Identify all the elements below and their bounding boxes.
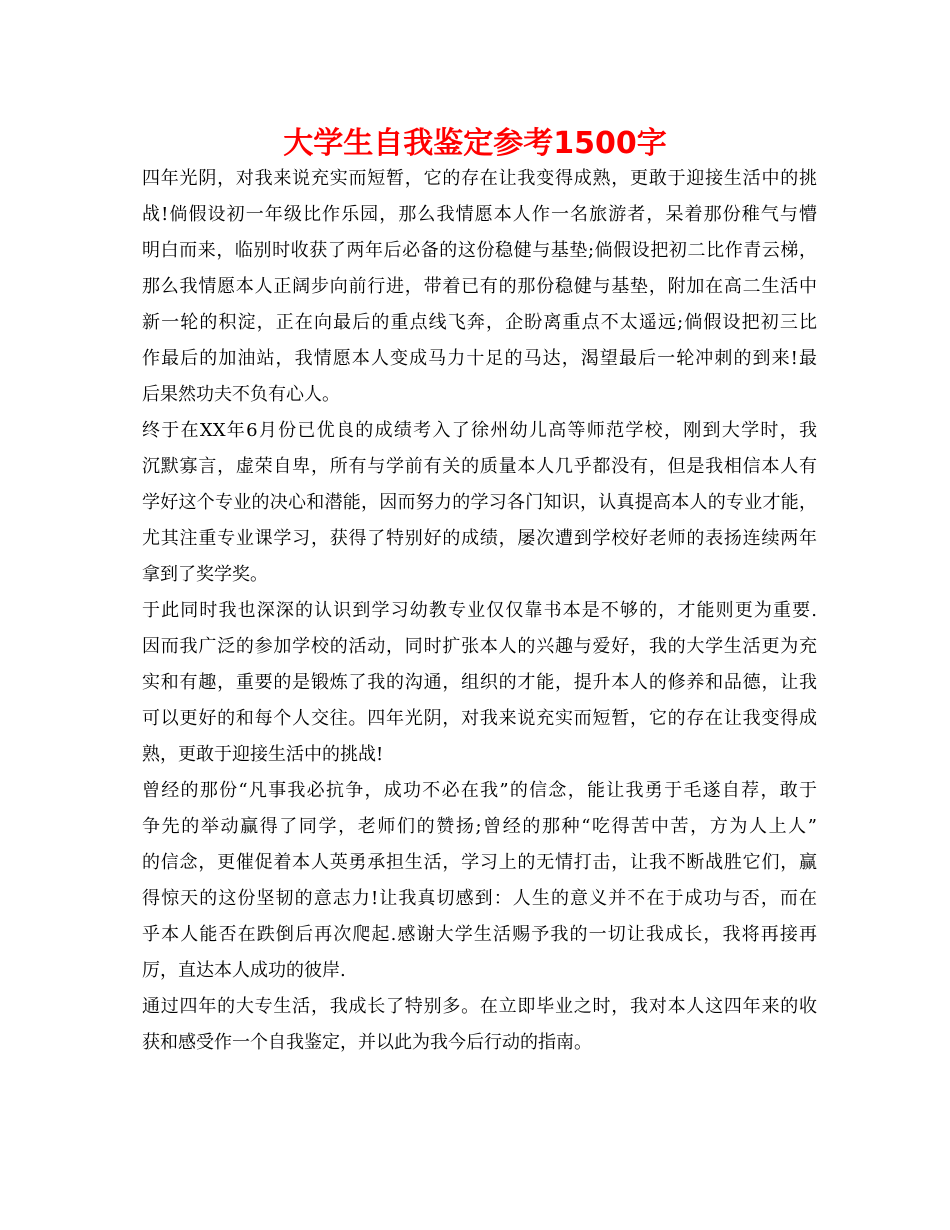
text-line: 可以更好的和每个人交往。四年光阴，对我来说充实而短暂，它的存在让我变得成 (142, 708, 817, 729)
text-line: 得惊天的这份坚韧的意志力!让我真切感到：人生的意义并不在于成功与否，而在 (142, 888, 817, 909)
document-body (142, 161, 817, 1061)
text-line: 后果然功夫不负有心人。 (142, 384, 340, 405)
text-line: 沉默寡言，虚荣自卑，所有与学前有关的质量本人几乎都没有，但是我相信本人有 (142, 456, 817, 477)
document-title: 大学生自我鉴定参考1500字 (283, 126, 667, 161)
text-line: 因而我广泛的参加学校的活动，同时扩张本人的兴趣与爱好，我的大学生活更为充 (142, 636, 817, 657)
text-line: 的信念，更催促着本人英勇承担生活，学习上的无情打击，让我不断战胜它们，赢 (142, 852, 817, 873)
paragraph (142, 413, 817, 593)
text-line: 终于在XX年6月份已优良的成绩考入了徐州幼儿高等师范学校，刚到大学时，我 (142, 420, 817, 441)
paragraph (142, 989, 817, 1061)
text-line: 曾经的那份“凡事我必抗争，成功不必在我”的信念，能让我勇于毛遂自荐，敢于 (142, 780, 817, 801)
paragraph (142, 161, 817, 413)
text-line: 战!倘假设初一年级比作乐园，那么我情愿本人作一名旅游者，呆着那份稚气与懵 (142, 204, 817, 225)
text-line: 尤其注重专业课学习，获得了特别好的成绩，屡次遭到学校好老师的表扬连续两年 (142, 528, 817, 549)
text-line: 作最后的加油站，我情愿本人变成马力十足的马达，渴望最后一轮冲刺的到来!最 (142, 348, 817, 369)
text-line: 那么我情愿本人正阔步向前行进，带着已有的那份稳健与基垫，附加在高二生活中 (142, 276, 817, 297)
text-line: 新一轮的积淀，正在向最后的重点线飞奔，企盼离重点不太遥远;倘假设把初三比 (142, 312, 817, 333)
text-line: 明白而来，临别时收获了两年后必备的这份稳健与基垫;倘假设把初二比作青云梯， (142, 240, 817, 261)
text-line: 厉，直达本人成功的彼岸. (142, 960, 346, 981)
text-line: 于此同时我也深深的认识到学习幼教专业仅仅靠书本是不够的，才能则更为重要. (142, 600, 817, 621)
text-line: 四年光阴，对我来说充实而短暂，它的存在让我变得成熟，更敢于迎接生活中的挑 (142, 168, 817, 189)
text-line: 通过四年的大专生活，我成长了特别多。在立即毕业之时，我对本人这四年来的收 (142, 996, 817, 1017)
paragraph (142, 773, 817, 989)
text-line: 实和有趣，重要的是锻炼了我的沟通，组织的才能，提升本人的修养和品德，让我 (142, 672, 817, 693)
text-line: 争先的举动赢得了同学，老师们的赞扬;曾经的那种“吃得苦中苦，方为人上人” (142, 816, 817, 837)
text-line: 学好这个专业的决心和潜能，因而努力的学习各门知识，认真提高本人的专业才能， (142, 492, 817, 513)
text-line: 拿到了奖学奖。 (142, 564, 268, 585)
text-line: 乎本人能否在跌倒后再次爬起.感谢大学生活赐予我的一切让我成长，我将再接再 (142, 924, 817, 945)
paragraph (142, 593, 817, 773)
text-line: 获和感受作一个自我鉴定，并以此为我今后行动的指南。 (142, 1032, 592, 1053)
text-line: 熟，更敢于迎接生活中的挑战! (142, 744, 384, 765)
